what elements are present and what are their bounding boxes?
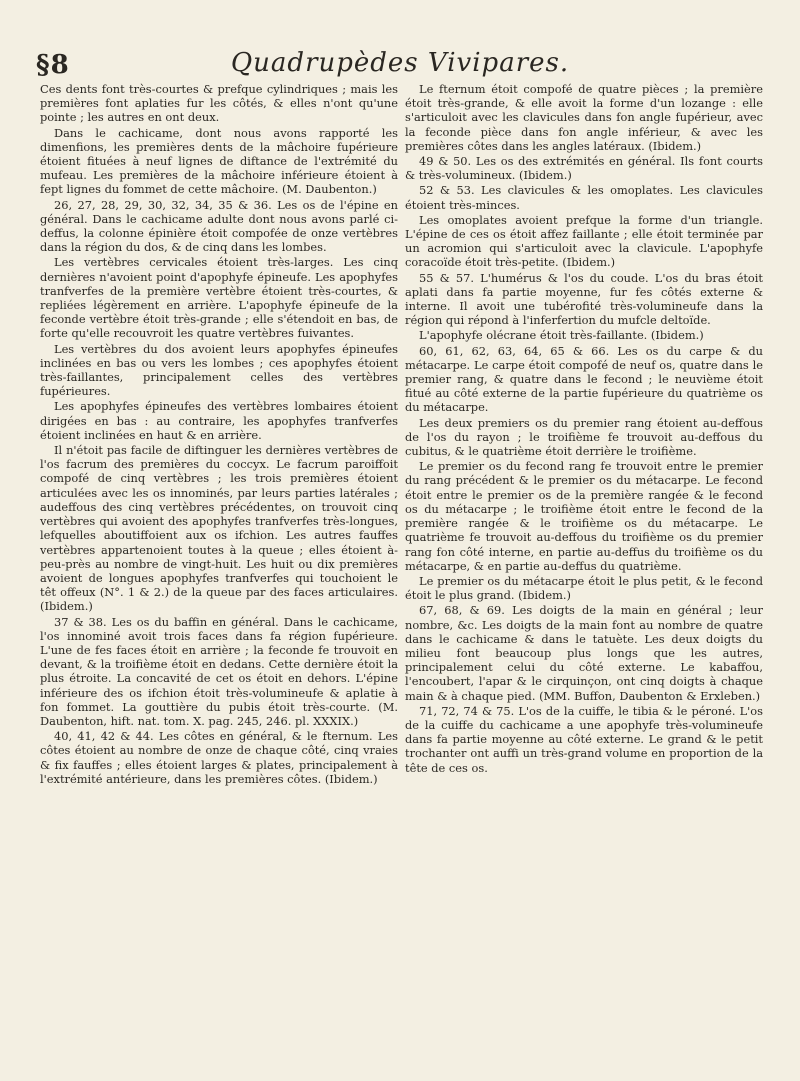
page-number: §8 bbox=[36, 50, 70, 80]
right-column bbox=[405, 82, 763, 776]
paragraph: Les vertèbres du dos avoient leurs apophyfes épineufes inclinées en bas ou vers les lombes ; ces apophyfes étoient très-faillantes, principalement celles des vertèbres fupérieures. bbox=[40, 341, 398, 399]
paragraph: Ces dents font très-courtes & prefque cylindriques ; mais les premières font aplaties fur les côtés, & elles n'ont qu'une pointe ; les autres en ont deux. bbox=[40, 82, 398, 125]
paragraph: 67, 68, & 69. Les doigts de la main en général ; leur nombre, &c. Les doigts de la main font au nombre de quatre dans le cachicame & dans le tatuète. Les deux doigts du milieu font beaucoup plus longs que les autres, principalement celui du côté externe. Le kabaffou, l'encoubert, l'apar & le cirquinçon, ont cinq doigts à chaque main & à chaque pied. (MM. Buffon, Daubenton & Erxleben.) bbox=[405, 603, 763, 703]
paragraph: Dans le cachicame, dont nous avons rapporté les dimenfions, les premières dents de la mâchoire fupérieure étoient fituées à neuf lignes de diftance de l'extrémité du mufeau. Les premières de la mâchoire inférieure étoient à fept lignes du fommet de cette mâchoire. (M. Daubenton.) bbox=[40, 125, 398, 197]
paragraph: L'apophyfe olécrane étoit très-faillante. (Ibidem.) bbox=[419, 328, 704, 343]
paragraph: 71, 72, 74 & 75. L'os de la cuiffe, le tibia & le péroné. L'os de la cuiffe du cachicame a une apophyfe très-volumineufe dans fa partie moyenne au côté externe. Le grand & le petit trochanter ont auffi un très-grand volume en proportion de la tête de ces os. bbox=[405, 703, 763, 775]
running-title: Quadrupèdes Vivipares. bbox=[230, 48, 570, 78]
paragraph: Le premier os du métacarpe étoit le plus petit, & le fecond étoit le plus grand. (Ibidem.) bbox=[405, 573, 763, 603]
paragraph: 60, 61, 62, 63, 64, 65 & 66. Les os du carpe & du métacarpe. Le carpe étoit compofé de neuf os, quatre dans le premier rang, & quatre dans le fecond ; le neuvième étoit fitué au côté externe de la partie fupérieure du quatrième os du métacarpe. bbox=[405, 343, 763, 415]
paragraph: Le premier os du fecond rang fe trouvoit entre le premier du rang précédent & le premier os du métacarpe. Le fecond étoit entre le premier os de la première rangée & le fecond os du métacarpe ; le troifième étoit entre le fecond de la première rangée & le troifième os du métacarpe. Le quatrième fe trouvoit au-deffous du troifième os du premier rang fon côté interne, en partie au-deffus du troifième os du métacarpe, & en partie au-deffus du quatrième. bbox=[405, 459, 763, 573]
page-header bbox=[30, 44, 770, 84]
paragraph: 52 & 53. Les clavicules & les omoplates. Les clavicules étoient très-minces. bbox=[405, 183, 763, 212]
paragraph: Il n'étoit pas facile de diftinguer les dernières vertèbres de l'os facrum des premières du coccyx. Le facrum paroiffoit compofé de cinq vertèbres ; les trois premières étoient articulées avec les os innominés, par leurs parties latérales ; audeffous des cinq vertèbres précédentes, on trouvoit cinq vertèbres qui avoient des apophyfes tranfverfes très-longues, lefquelles aboutiffoient aux os ifchion. Les autres fauffes vertèbres appartenoient toutes à la queue ; elles étoient à-peu-près au nombre de vingt-huit. Les huit ou dix premières avoient de longues apophyfes tranfverfes qui touchoient le têt offeux (N°. 1 & 2.) de la queue par des faces articulaires. (Ibidem.) bbox=[40, 443, 398, 614]
paragraph: Les omoplates avoient prefque la forme d'un triangle. L'épine de ces os étoit affez faillante ; elle étoit terminée par un acromion qui s'articuloit avec la clavicule. L'apophyfe coracoïde étoit très-petite. (Ibidem.) bbox=[405, 212, 763, 270]
paragraph: 37 & 38. Les os du baffin en général. Dans le cachicame, l'os innominé avoit trois faces dans fa région fupérieure. L'une de fes faces étoit en arrière ; la feconde fe trouvoit en devant, & la troifième étoit en dedans. Cette dernière étoit la plus étroite. La concavité de cet os étoit en dehors. L'épine inférieure des os ifchion étoit très-volumineufe & aplatie à fon fommet. La gouttière du pubis étoit très-courte. (M. Daubenton, hift. nat. tom. X. pag. 245, 246. pl. XXXIX.) bbox=[40, 614, 398, 728]
paragraph: 55 & 57. L'humérus & l'os du coude. L'os du bras étoit aplati dans fa partie moyenne, fur fes côtés externe & interne. Il avoit une tubérofité très-volumineufe dans la région qui répond à l'inferfertion du mufcle deltoïde. bbox=[405, 270, 763, 328]
paragraph: Les apophyfes épineufes des vertèbres lombaires étoient dirigées en bas : au contraire, les apophyfes tranfverfes étoient inclinées en haut & en arrière. bbox=[40, 399, 398, 442]
paragraph: 40, 41, 42 & 44. Les côtes en général, & le fternum. Les côtes étoient au nombre de onze de chaque côté, cinq vraies & fix fauffes ; elles étoient larges & plates, principalement à l'extrémité antérieure, dans les premières côtes. (Ibidem.) bbox=[40, 729, 398, 786]
left-column bbox=[40, 82, 398, 787]
paragraph: Les deux premiers os du premier rang étoient au-deffous de l'os du rayon ; le troifième fe trouvoit au-deffous du cubitus, & le quatrième étoit derrière le troifième. bbox=[405, 415, 763, 459]
paragraph: Les vertèbres cervicales étoient très-larges. Les cinq dernières n'avoient point d'apophyfe épineufe. Les apophyfes tranfverfes de la première vertèbre étoient très-courtes, & repliées légèrement en arrière. L'apophyfe épineufe de la feconde vertèbre étoit très-grande ; elle s'étendoit en bas, de forte qu'elle recouvroit les quatre vertèbres fuivantes. bbox=[40, 255, 398, 341]
paragraph: Le fternum étoit compofé de quatre pièces ; la première étoit très-grande, & elle avoit la forme d'un lozange : elle s'articuloit avec les clavicules dans fon angle fupérieur, avec la feconde pièce dans fon angle inférieur, & avec les premières côtes dans les angles latéraux. (Ibidem.) bbox=[405, 82, 763, 153]
paragraph: 49 & 50. Les os des extrémités en général. Ils font courts & très-volumineux. (Ibidem.) bbox=[405, 154, 763, 183]
paragraph: 26, 27, 28, 29, 30, 32, 34, 35 & 36. Les os de l'épine en général. Dans le cachicame adulte dont nous avons parlé ci-deffus, la colonne épinière étoit compofée de onze vertèbres dans la région du dos, & de cinq dans les lombes. bbox=[40, 197, 398, 255]
